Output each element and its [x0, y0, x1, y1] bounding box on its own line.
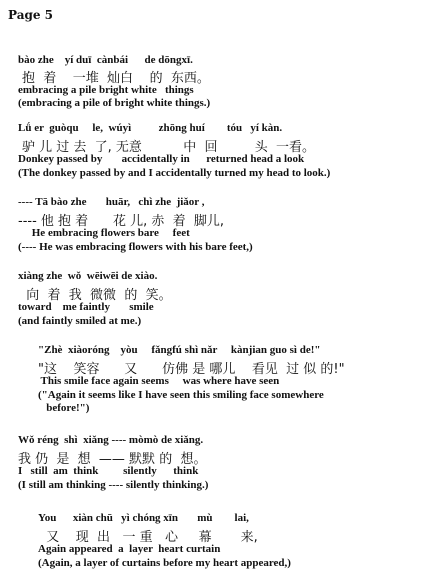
hanzi-line: 我 仍 是 想 —— 默默 的 想。	[18, 452, 207, 467]
pinyin-line: bào zhe yí duī cànbái de dōngxī.	[18, 54, 193, 66]
gloss-line: toward me faintly smile	[18, 301, 154, 313]
translation-line: ("Again it seems like I have seen this smiling face somewhere	[38, 389, 324, 401]
translation-line: (The donkey passed by and I accidentally turned my head to look.)	[18, 167, 331, 179]
pinyin-line: Wǒ réng shì xiǎng ---- mòmò de xiǎng.	[18, 434, 204, 446]
hanzi-line: 驴 儿 过 去 了, 无意 中 回 头 一看。	[22, 140, 315, 155]
hanzi-line: 又 现 出 一 重 心 幕 来,	[38, 530, 258, 545]
pinyin-line: Lǘ er guòqu le, wúyì zhōng huí tóu yí kàn.	[18, 122, 283, 134]
pinyin-line: You xiàn chū yì chóng xīn mù lai,	[38, 512, 249, 524]
gloss-line: He embracing flowers bare feet	[18, 227, 190, 239]
translation-line: (and faintly smiled at me.)	[18, 315, 142, 327]
gloss-line: This smile face again seems was where have seen	[38, 375, 280, 387]
gloss-line: Again appeared a layer heart curtain	[38, 543, 221, 555]
hanzi-line: 抱 着 一堆 灿白 的 东西。	[22, 71, 210, 86]
pinyin-line: ---- Tā bào zhe huār, chì zhe jiǎor ,	[18, 196, 205, 208]
page-number: Page 5	[8, 8, 54, 22]
pinyin-line: "Zhè xiàoróng yòu fǎngfú shì nǎr kànjian guo sì de!"	[38, 344, 321, 356]
translation-line: (---- He was embracing flowers with his bare feet,)	[18, 241, 253, 253]
gloss-line: Donkey passed by accidentally in returned head a look	[18, 153, 305, 165]
pinyin-line: xiàng zhe wǒ wēiwēi de xiào.	[18, 270, 158, 282]
hanzi-line: "这 笑容 又 仿佛 是 哪儿 看见 过 似 的!"	[38, 362, 345, 377]
translation-line: (Again, a layer of curtains before my heart appeared,)	[38, 557, 291, 569]
translation-line: (embracing a pile of bright white things.)	[18, 97, 211, 109]
hanzi-line: 向 着 我 微微 的 笑。	[18, 288, 172, 303]
hanzi-line: ---- 他 抱 着 花 儿, 赤 着 脚儿,	[18, 214, 225, 229]
translation-line: (I still am thinking ---- silently thinking.)	[18, 479, 209, 491]
gloss-line: embracing a pile bright white things	[18, 84, 194, 96]
translation-line-continued: before!")	[38, 402, 90, 414]
gloss-line: I still am think silently think	[18, 465, 199, 477]
